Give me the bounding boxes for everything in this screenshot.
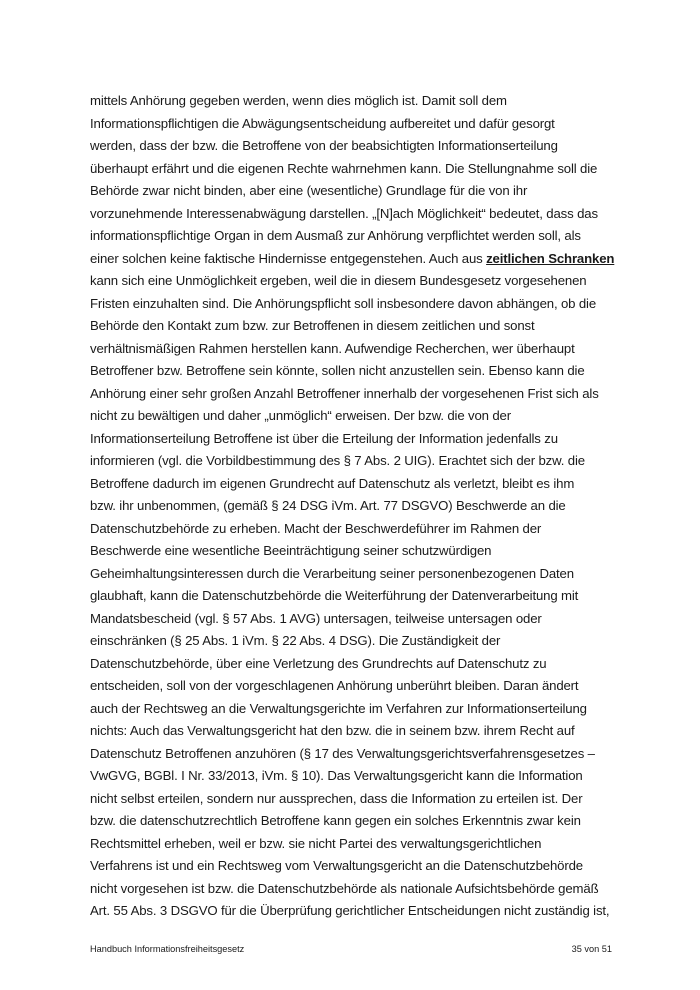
text-line: Informationspflichtigen die Abwägungsentscheidung aufbereitet und dafür gesorgt (90, 115, 555, 131)
text-line: bzw. die datenschutzrechtlich Betroffene kann gegen ein solches Erkenntnis zwar kein (90, 813, 581, 828)
text-line: Anhörung einer sehr großen Anzahl Betroffener innerhalb der vorgesehenen Frist sich als (90, 385, 599, 401)
body-text (90, 90, 620, 923)
footer-page-number: 35 von 51 (571, 944, 612, 954)
text-line: Datenschutzbehörde, über eine Verletzung des Grundrechts auf Datenschutz zu (90, 655, 547, 671)
text-line: mittels Anhörung gegeben werden, wenn dies möglich ist. Damit soll dem (90, 93, 507, 108)
text-line: auch der Rechtsweg an die Verwaltungsgerichte im Verfahren zur Informationserteilung (90, 700, 587, 716)
text-line: bzw. ihr unbenommen, (gemäß § 24 DSG iVm. Art. 77 DSGVO) Beschwerde an die (90, 498, 566, 513)
text-line: vorzunehmende Interessenabwägung darstellen. „[N]ach Möglichkeit“ bedeutet, dass das (90, 205, 598, 221)
text-line: nichts: Auch das Verwaltungsgericht hat den bzw. die in seinem bzw. ihrem Recht auf (90, 723, 575, 738)
text-line: Behörde zwar nicht binden, aber eine (wesentliche) Grundlage für die von ihr (90, 183, 528, 198)
emphasized-phrase: zeitlichen Schranken (486, 250, 615, 266)
text-line: Betroffener bzw. Betroffene sein könnte, sollen nicht anzustellen sein. Ebenso kann die (90, 363, 585, 378)
text-line: Geheimhaltungsinteressen durch die Verarbeitung seiner personenbezogenen Daten (90, 565, 574, 581)
text-line: VwGVG, BGBl. I Nr. 33/2013, iVm. § 10). Das Verwaltungsgericht kann die Information (90, 768, 583, 783)
text-line: verhältnismäßigen Rahmen herstellen kann. Aufwendige Recherchen, wer überhaupt (90, 340, 575, 356)
text-fragment: einer solchen keine faktische Hindernisse entgegenstehen. Auch aus (90, 250, 487, 266)
text-line: Datenschutz Betroffenen anzuhören (§ 17 des Verwaltungsgerichtsverfahrensgesetzes – (90, 745, 595, 761)
text-line: Betroffene dadurch im eigenen Grundrecht auf Datenschutz als verletzt, bleibt es ihm (90, 475, 575, 491)
text-line: entscheiden, soll von der vorgeschlagenen Anhörung unberührt bleiben. Daran ändert (90, 678, 579, 693)
text-line: informationspflichtige Organ in dem Ausmaß zur Anhörung verpflichtet werden soll, als (90, 228, 581, 243)
text-line-with-emphasis (90, 248, 620, 271)
text-line: Rechtsmittel erheben, weil er bzw. sie nicht Partei des verwaltungsgerichtlichen (90, 835, 542, 851)
text-line: nicht selbst erteilen, sondern nur aussprechen, dass die Information zu erteilen ist. Der (90, 790, 583, 806)
text-line: Beschwerde eine wesentliche Beeinträchtigung seiner schutzwürdigen (90, 543, 492, 558)
text-line: Verfahrens ist und ein Rechtsweg vom Verwaltungsgericht an die Datenschutzbehörde (90, 858, 583, 873)
footer-document-title: Handbuch Informationsfreiheitsgesetz (90, 944, 245, 954)
text-line: glaubhaft, kann die Datenschutzbehörde die Weiterführung der Datenverarbeitung mit (90, 588, 579, 603)
text-line: nicht vorgesehen ist bzw. die Datenschutzbehörde als nationale Aufsichtsbehörde gemäß (90, 880, 599, 896)
text-line: Behörde den Kontakt zum bzw. zur Betroffenen in diesem zeitlichen und sonst (90, 318, 535, 333)
text-line: Art. 55 Abs. 3 DSGVO für die Überprüfung gerichtlicher Entscheidungen nicht zuständig ist, (90, 903, 610, 918)
text-line: Mandatsbescheid (vgl. § 57 Abs. 1 AVG) untersagen, teilweise untersagen oder (90, 610, 542, 626)
text-line: werden, dass der bzw. die Betroffene von der beabsichtigten Informationserteilung (90, 138, 558, 153)
text-line: Datenschutzbehörde zu erheben. Macht der Beschwerdeführer im Rahmen der (90, 520, 542, 536)
text-line: einschränken (§ 25 Abs. 1 iVm. § 22 Abs. 4 DSG). Die Zuständigkeit der (90, 633, 501, 648)
text-line: informieren (vgl. die Vorbildbestimmung des § 7 Abs. 2 UIG). Erachtet sich der bzw. die (90, 453, 585, 468)
text-line: Informationserteilung Betroffene ist über die Erteilung der Information jedenfalls zu (90, 430, 558, 446)
text-line: überhaupt erfährt und die eigenen Rechte wahrnehmen kann. Die Stellungnahme soll die (90, 160, 598, 176)
text-line: nicht zu bewältigen und daher „unmöglich“ erweisen. Der bzw. die von der (90, 408, 511, 423)
text-line: kann sich eine Unmöglichkeit ergeben, weil die in diesem Bundesgesetz vorgesehenen (90, 273, 587, 288)
text-line: Fristen einzuhalten sind. Die Anhörungspflicht soll insbesondere davon abhängen, ob die (90, 295, 597, 311)
